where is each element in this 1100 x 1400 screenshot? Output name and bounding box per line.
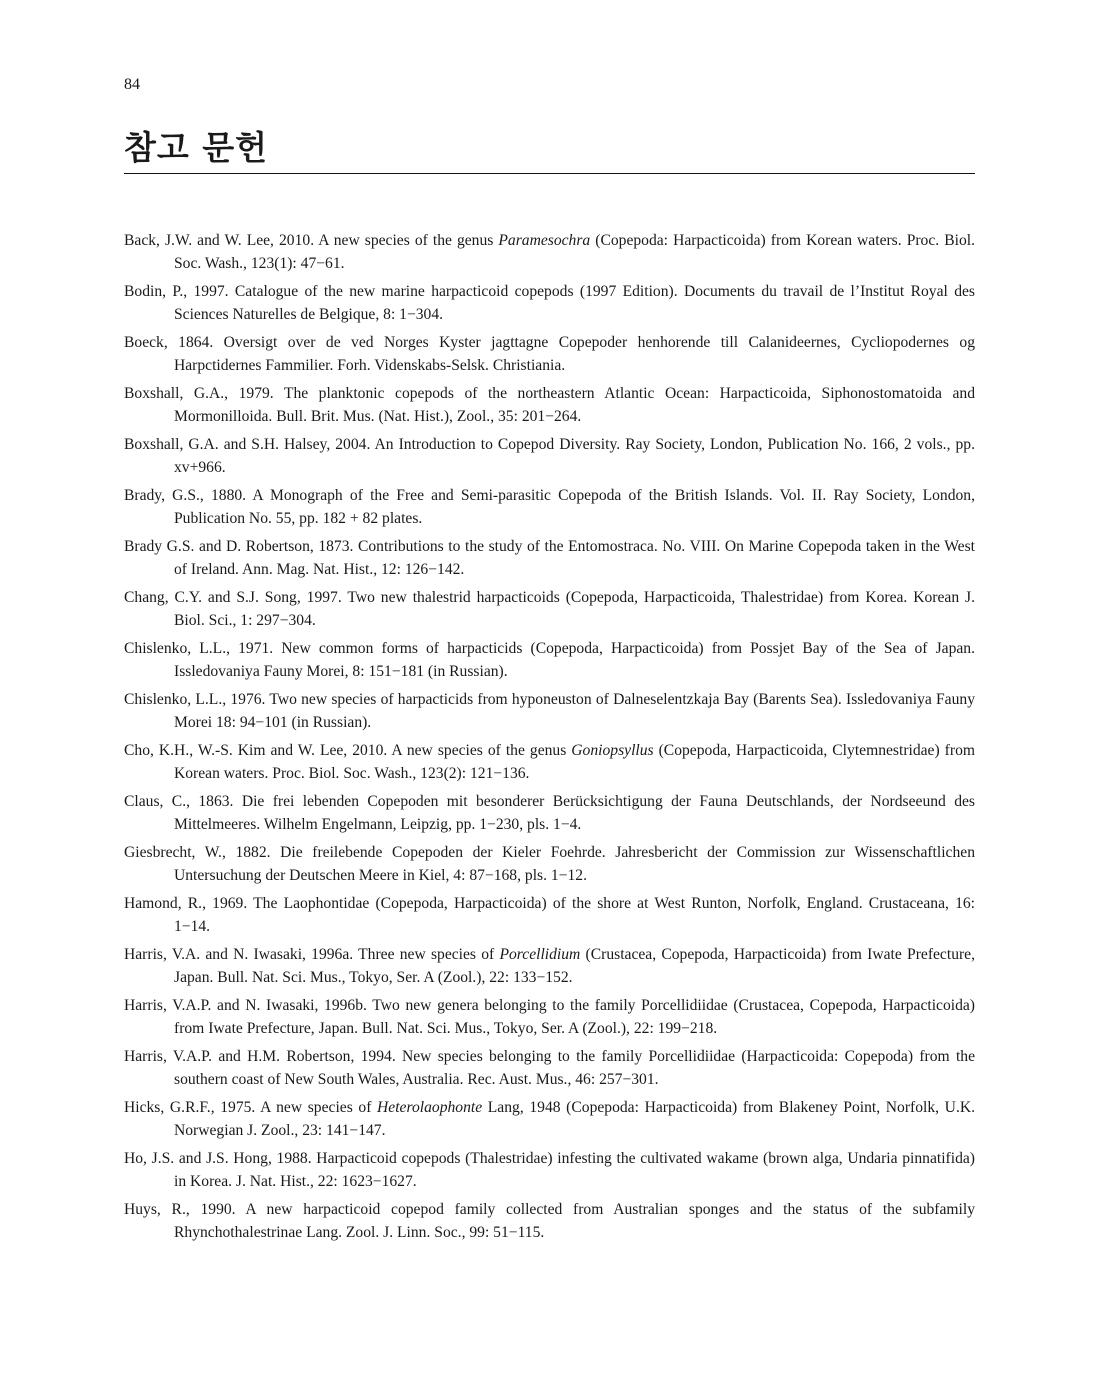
reference-genus-name: Paramesochra <box>498 232 591 249</box>
reference-item <box>124 1096 975 1142</box>
reference-text: Chislenko, L.L., 1971. New common forms of harpacticids (Copepoda, Harpacticoida) from Possjet Bay of the Sea of Japan. Issledovaniya Fauny Morei, 8: 151−181 (in Russian). <box>124 640 975 680</box>
reference-item <box>124 892 975 938</box>
reference-text: Boxshall, G.A. and S.H. Halsey, 2004. An Introduction to Copepod Diversity. Ray Society, London, Publication No. 166, 2 vols., pp. xv+966. <box>124 436 975 476</box>
reference-list <box>124 229 975 1249</box>
reference-text: (Copepoda, Harpacticoida, Clytemnestridae) from Korean waters. Proc. Biol. Soc. Wash., 123(2): 121−136. <box>174 742 975 782</box>
reference-text: Hicks, G.R.F., 1975. A new species of <box>124 1099 378 1116</box>
reference-text: (Crustacea, Copepoda, Harpacticoida) from Iwate Prefecture, Japan. Bull. Nat. Sci. Mus., Tokyo, Ser. A (Zool.), 22: 133−152. <box>174 946 975 986</box>
reference-genus-name: Heterolaophonte <box>377 1099 483 1116</box>
reference-item <box>124 739 975 785</box>
reference-text: Claus, C., 1863. Die frei lebenden Copepoden mit besonderer Berücksichtigung der Fauna Deutschlands, der Nordseeund des Mittelmeeres. Wilhelm Engelmann, Leipzig, pp. 1−230, pls. 1−4. <box>124 793 975 833</box>
reference-item <box>124 382 975 428</box>
reference-text: Bodin, P., 1997. Catalogue of the new marine harpacticoid copepods (1997 Edition). Documents du travail de l’Institut Royal des Sciences Naturelles de Belgique, 8: 1−304. <box>124 283 975 323</box>
reference-item <box>124 331 975 377</box>
reference-genus-name: Goniopsyllus <box>571 742 654 759</box>
reference-item <box>124 1045 975 1091</box>
reference-text: Brady G.S. and D. Robertson, 1873. Contributions to the study of the Entomostraca. No. VIII. On Marine Copepoda taken in the West of Ireland. Ann. Mag. Nat. Hist., 12: 126−142. <box>124 538 975 578</box>
page-title: 참고 문헌 <box>124 128 975 174</box>
reference-item <box>124 841 975 887</box>
reference-text: Hamond, R., 1969. The Laophontidae (Copepoda, Harpacticoida) of the shore at West Runton, Norfolk, England. Crustaceana, 16: 1−14. <box>124 895 975 935</box>
reference-item <box>124 1147 975 1193</box>
reference-text: Giesbrecht, W., 1882. Die freilebende Copepoden der Kieler Foehrde. Jahresbericht der Commission zur Wissenschaftlichen Untersuchung der Deutschen Meere in Kiel, 4: 87−168, pls. 1−12. <box>124 844 975 884</box>
reference-item <box>124 688 975 734</box>
reference-text: (Copepoda: Harpacticoida) from Korean waters. Proc. Biol. Soc. Wash., 123(1): 47−61. <box>174 232 975 272</box>
reference-item <box>124 229 975 275</box>
reference-text: Boxshall, G.A., 1979. The planktonic copepods of the northeastern Atlantic Ocean: Harpacticoida, Siphonostomatoida and Mormonilloida. Bull. Brit. Mus. (Nat. Hist.), Zool., 35: 201−264. <box>124 385 975 425</box>
reference-item <box>124 790 975 836</box>
reference-text: Back, J.W. and W. Lee, 2010. A new species of the genus <box>124 232 499 249</box>
reference-text: Brady, G.S., 1880. A Monograph of the Free and Semi-parasitic Copepoda of the British Islands. Vol. II. Ray Society, London, Publication No. 55, pp. 182 + 82 plates. <box>124 487 975 527</box>
reference-text: Chang, C.Y. and S.J. Song, 1997. Two new thalestrid harpacticoids (Copepoda, Harpacticoida, Thalestridae) from Korea. Korean J. Biol. Sci., 1: 297−304. <box>124 589 975 629</box>
reference-text: Cho, K.H., W.-S. Kim and W. Lee, 2010. A new species of the genus <box>124 742 572 759</box>
reference-text: Harris, V.A.P. and N. Iwasaki, 1996b. Two new genera belonging to the family Porcellidiidae (Crustacea, Copepoda, Harpacticoida) from Iwate Prefecture, Japan. Bull. Nat. Sci. Mus., Tokyo, Ser. A (Zool.), 22: 199−218. <box>124 997 975 1037</box>
reference-text: Lang, 1948 (Copepoda: Harpacticoida) from Blakeney Point, Norfolk, U.K. Norwegian J. Zool., 23: 141−147. <box>174 1099 975 1139</box>
page-number: 84 <box>124 76 140 93</box>
reference-item <box>124 943 975 989</box>
reference-item <box>124 535 975 581</box>
reference-item <box>124 1198 975 1244</box>
reference-text: Harris, V.A. and N. Iwasaki, 1996a. Three new species of <box>124 946 500 963</box>
reference-item <box>124 484 975 530</box>
reference-text: Ho, J.S. and J.S. Hong, 1988. Harpacticoid copepods (Thalestridae) infesting the cultivated wakame (brown alga, Undaria pinnatifida) in Korea. J. Nat. Hist., 22: 1623−1627. <box>124 1150 975 1190</box>
reference-item <box>124 280 975 326</box>
reference-text: Huys, R., 1990. A new harpacticoid copepod family collected from Australian sponges and the status of the subfamily Rhynchothalestrinae Lang. Zool. J. Linn. Soc., 99: 51−115. <box>124 1201 975 1241</box>
reference-item <box>124 994 975 1040</box>
reference-item <box>124 637 975 683</box>
reference-text: Chislenko, L.L., 1976. Two new species of harpacticids from hyponeuston of Dalneselentzkaja Bay (Barents Sea). Issledovaniya Fauny Morei 18: 94−101 (in Russian). <box>124 691 975 731</box>
reference-text: Harris, V.A.P. and H.M. Robertson, 1994. New species belonging to the family Porcellidiidae (Harpacticoida: Copepoda) from the southern coast of New South Wales, Australia. Rec. Aust. Mus., 46: 257−301. <box>124 1048 975 1088</box>
reference-item <box>124 433 975 479</box>
reference-item <box>124 586 975 632</box>
reference-genus-name: Porcellidium <box>499 946 581 963</box>
reference-text: Boeck, 1864. Oversigt over de ved Norges Kyster jagttagne Copepoder henhorende till Calanideernes, Cycliopodernes og Harpctidernes Fammilier. Forh. Videnskabs-Selsk. Christiania. <box>124 334 975 374</box>
